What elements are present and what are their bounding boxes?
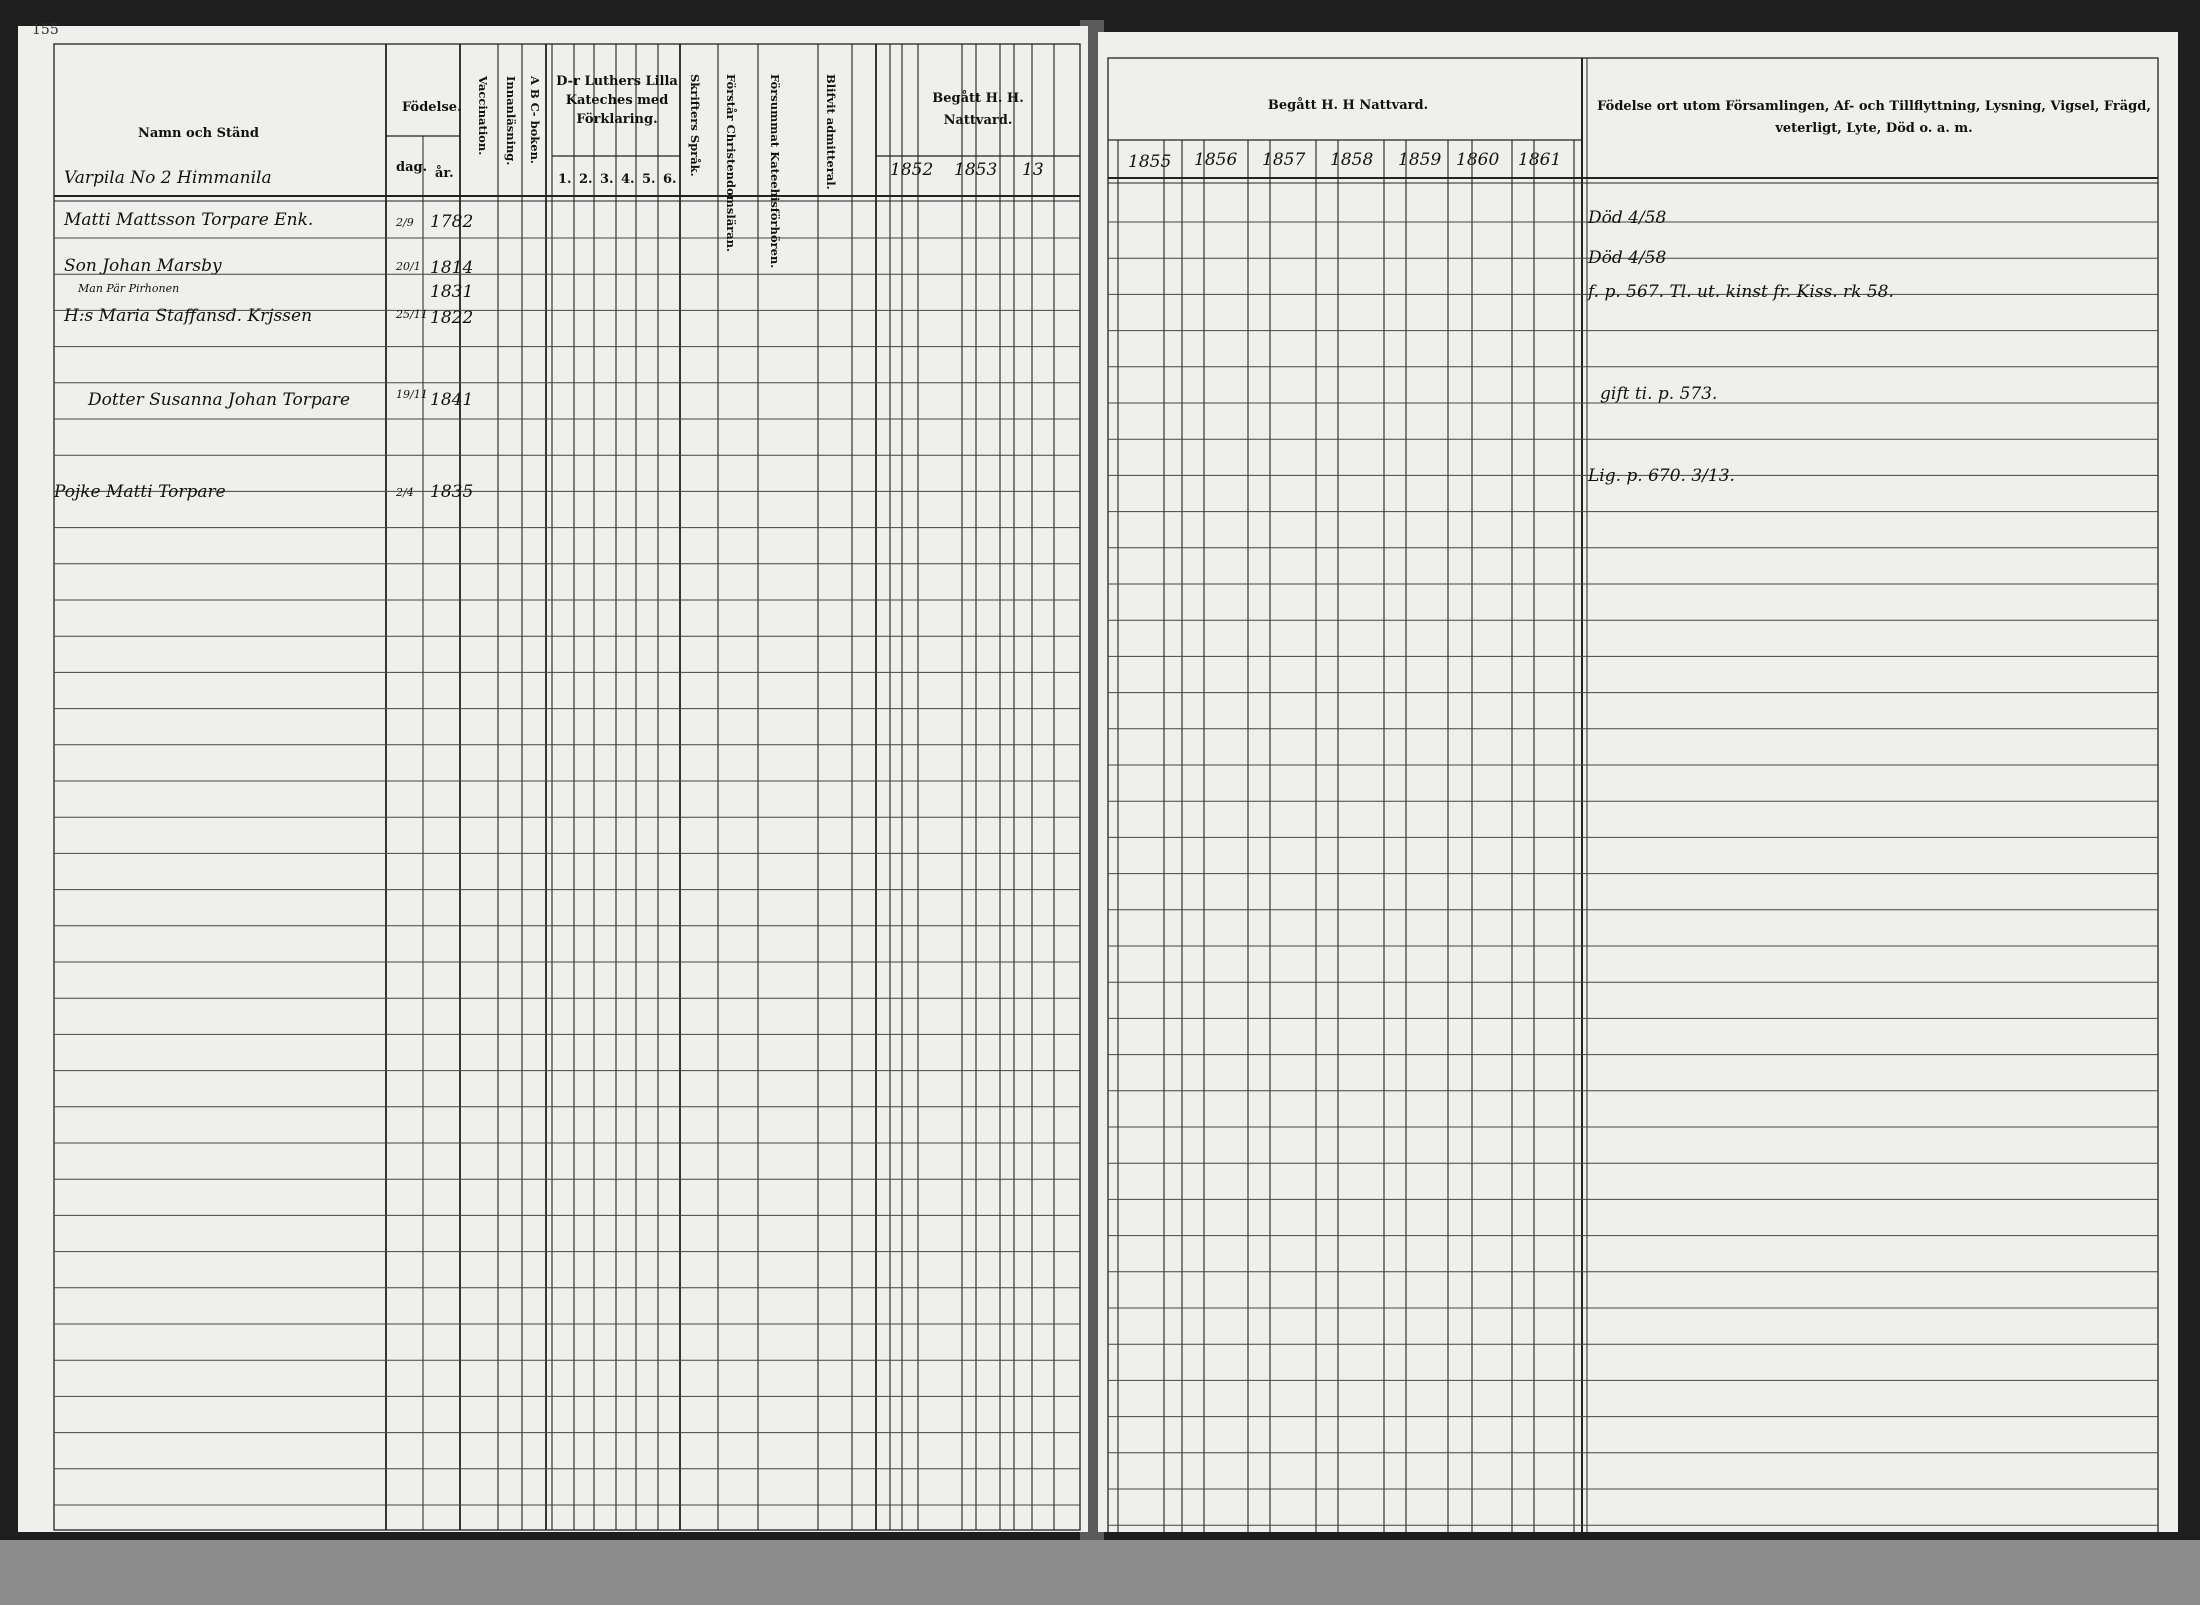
col-christian-header: Förstår Christendomsläran. xyxy=(724,74,738,253)
col-birth-day-header: dag. xyxy=(396,160,428,175)
cat-col-5: 5. xyxy=(642,172,656,187)
row-birth-year: 1814 xyxy=(430,258,474,278)
row-birth-year: 1782 xyxy=(430,212,474,232)
left-page-grid xyxy=(18,26,1088,1532)
remark: Död 4/58 xyxy=(1588,248,1667,268)
row-name: Son Johan Marsby xyxy=(64,256,222,276)
col-neglected-header: Försummat Kateehisförhören. xyxy=(768,74,782,269)
row-name: Varpila No 2 Himmanila xyxy=(64,168,272,188)
cat-col-3: 3. xyxy=(600,172,614,187)
row-birth-day: 20/1 xyxy=(396,260,421,273)
cat-col-4: 4. xyxy=(621,172,635,187)
year-1860: 1860 xyxy=(1456,150,1500,170)
remarks-header: Födelse ort utom Församlingen, Af- och Tillflyttning, Lysning, Vigsel, Frägd, veterligt, Lyte, Död o. a. m. xyxy=(1597,99,2151,136)
col-vaccination-header: Vaccination. xyxy=(476,76,490,156)
left-page xyxy=(18,22,1088,1532)
remark: Lig. p. 670. 3/13. xyxy=(1588,466,1735,486)
col-reading-header: Innanläsning. xyxy=(504,76,518,166)
remark: Död 4/58 xyxy=(1588,208,1667,228)
col-admitted-header: Blifvit admitteral. xyxy=(824,74,838,190)
year-1861: 1861 xyxy=(1518,150,1562,170)
year-1856: 1856 xyxy=(1194,150,1238,170)
remark: gift ti. p. 573. xyxy=(1600,384,1718,404)
col-birth-year-header: år. xyxy=(435,166,454,181)
row-birth-year: 1831 xyxy=(430,282,474,302)
row-name: H:s Maria Staffansd. Krjssen xyxy=(64,306,313,326)
cat-col-1: 1. xyxy=(558,172,572,187)
year-13: 13 xyxy=(1022,160,1044,180)
row-birth-year: 1841 xyxy=(430,390,474,410)
row-name: Dotter Susanna Johan Torpare xyxy=(88,390,351,410)
remark: f. p. 567. Tl. ut. kinst fr. Kiss. rk 58. xyxy=(1588,282,1894,302)
row-birth-day: 2/4 xyxy=(396,486,414,499)
row-birth-day: 2/9 xyxy=(396,216,414,229)
page-number: 155 xyxy=(32,22,59,38)
col-abc-header: A B C- boken. xyxy=(528,76,542,164)
row-birth-year: 1822 xyxy=(430,308,474,328)
row-name: Pojke Matti Torpare xyxy=(54,482,226,502)
right-page xyxy=(1098,32,2178,1532)
cat-col-6: 6. xyxy=(663,172,677,187)
row-name: Man Pär Pirhonen xyxy=(78,282,180,295)
right-communion-header: Begått H. H Nattvard. xyxy=(1267,98,1429,113)
year-1853: 1853 xyxy=(954,160,998,180)
year-1852: 1852 xyxy=(890,160,934,180)
col-birth-header: Födelse. xyxy=(402,100,462,115)
year-1855: 1855 xyxy=(1128,152,1172,172)
row-birth-year: 1835 xyxy=(430,482,474,502)
row-name: Matti Mattsson Torpare Enk. xyxy=(64,210,314,230)
row-birth-day: 25/11 xyxy=(396,308,428,321)
col-name-header: Namn och Ständ xyxy=(138,126,259,141)
row-birth-day: 19/11 xyxy=(396,388,428,401)
year-1858: 1858 xyxy=(1330,150,1374,170)
cat-col-2: 2. xyxy=(579,172,593,187)
page-edge-shadow xyxy=(0,1540,2200,1605)
col-catechism-header: D-r Luthers Lilla Kateches med Förklaring. xyxy=(556,74,678,127)
col-writing-header: Skrifters Språk. xyxy=(688,74,702,177)
year-1857: 1857 xyxy=(1262,150,1306,170)
year-1859: 1859 xyxy=(1398,150,1442,170)
col-communion-header: Begått H. H. Nattvard. xyxy=(932,91,1024,128)
